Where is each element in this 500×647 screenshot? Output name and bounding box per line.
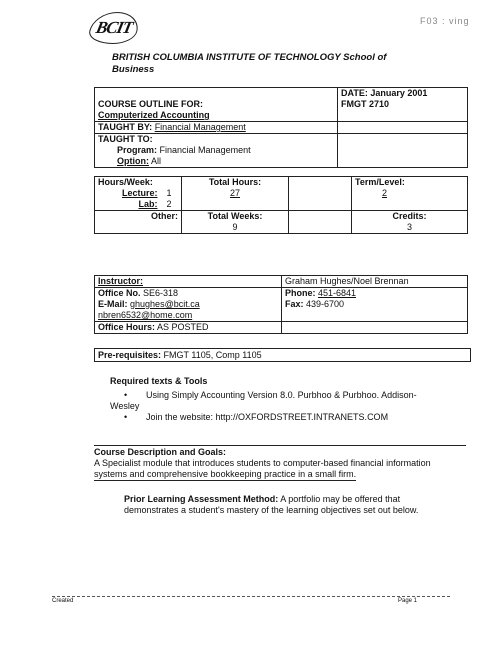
bullet-2: •	[124, 412, 128, 422]
total-hours-label: Total Hours:	[182, 177, 289, 189]
course-outline-table	[94, 87, 468, 168]
credits-label: Credits:	[392, 211, 427, 221]
credits-value: 3	[406, 222, 412, 232]
prior-learning-assessment: Prior Learning Assessment Method: A portfolio may be offered that demonstrates a student's mastery of the learning objectives set out below.	[124, 494, 419, 515]
course-outline-label: COURSE OUTLINE FOR:	[95, 99, 338, 110]
header-mark: F03 : ving	[420, 16, 470, 26]
course-name: Computerized Accounting	[95, 110, 338, 122]
footer-page: Page 1	[398, 598, 418, 604]
option-row: Option: All	[95, 156, 338, 168]
course-description-heading: Course Description and Goals:	[94, 447, 227, 457]
taught-by: TAUGHT BY: Financial Management	[95, 122, 338, 134]
course-description-body-1: A Specialist module that introduces students to computer-based financial information	[94, 458, 431, 468]
course-description-body-2: systems and comprehensive bookkeeping practice in a small firm.	[94, 469, 357, 479]
required-text-1: Using Simply Accounting Version 8.0. Purbhoo & Purbhoo. Addison-Wesley	[110, 390, 417, 411]
course-description	[94, 445, 466, 481]
taught-to-label: TAUGHT TO:	[95, 134, 338, 146]
instructor-value: Graham Hughes/Noel Brennan	[285, 276, 409, 286]
other-label: Other:	[95, 211, 182, 223]
term-level-value: 2	[382, 188, 388, 198]
total-weeks-label: Total Weeks:	[182, 211, 289, 223]
total-weeks-value: 9	[182, 222, 289, 234]
phone-row: Phone: 451-6841	[285, 288, 357, 298]
required-texts-heading: Required texts & Tools	[110, 376, 208, 386]
lecture-row: Lecture: 1	[95, 188, 182, 199]
email-row-2	[95, 310, 282, 322]
email-link-2[interactable]: nbren6532@home.com	[98, 310, 193, 320]
prerequisites: Pre-requisites: FMGT 1105, Comp 1105	[94, 348, 471, 362]
course-code: FMGT 2710	[341, 99, 390, 109]
instructor-label: Instructor:	[95, 276, 282, 288]
lab-row: Lab: 2	[95, 199, 182, 211]
institution-name: BRITISH COLUMBIA INSTITUTE OF TECHNOLOGY School of Business	[112, 52, 387, 75]
footer-rule	[52, 596, 450, 597]
instructor-table	[94, 275, 468, 334]
email-row: E-Mail: ghughes@bcit.ca	[95, 299, 282, 310]
program-row: Program: Financial Management	[95, 145, 338, 156]
bcit-logo: BCIT	[87, 12, 142, 44]
required-text-2: Join the website: http://OXFORDSTREET.INTRANETS.COM	[146, 412, 389, 422]
office-row: Office No. SE6-318	[95, 288, 282, 300]
hours-week-label: Hours/Week:	[95, 177, 182, 189]
date-cell: DATE: January 2001	[341, 88, 428, 98]
email-link-1[interactable]: ghughes@bcit.ca	[130, 299, 200, 309]
total-hours-value: 27	[182, 188, 289, 199]
office-hours-row: Office Hours: AS POSTED	[95, 322, 282, 334]
footer-created: Created	[52, 598, 74, 604]
fax-row: Fax: 439-6700	[285, 299, 345, 309]
hours-table	[94, 176, 468, 234]
term-level-label: Term/Level:	[355, 177, 405, 187]
bullet-1: •	[124, 390, 128, 400]
